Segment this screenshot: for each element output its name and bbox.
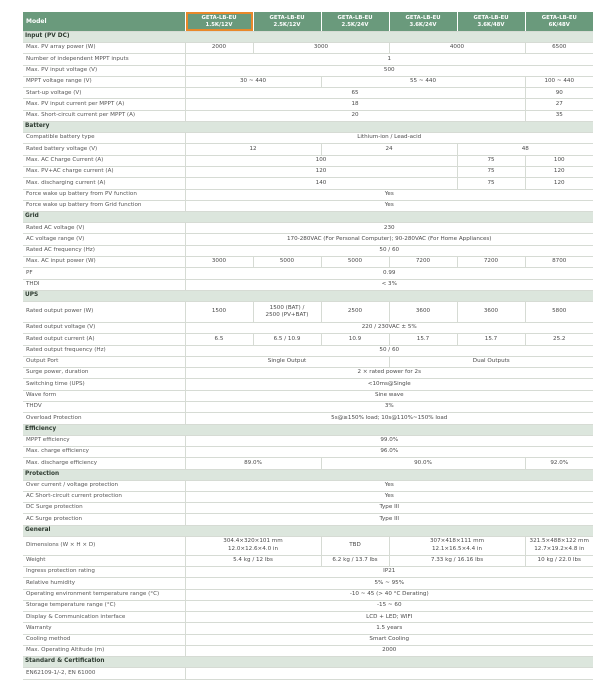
spec-label: THDV bbox=[23, 402, 185, 413]
spec-value: 120 bbox=[185, 166, 457, 177]
spec-row bbox=[23, 491, 593, 502]
spec-row bbox=[23, 322, 593, 333]
spec-value: 24 bbox=[321, 144, 457, 155]
spec-value: IP21 bbox=[185, 566, 593, 577]
spec-row bbox=[23, 402, 593, 413]
spec-value-line: 12.7×19.2×4.8 in bbox=[534, 545, 585, 552]
spec-row bbox=[23, 435, 593, 446]
spec-value: 0.99 bbox=[185, 268, 593, 279]
spec-label: Ingress protection rating bbox=[23, 566, 185, 577]
spec-value: 4000 bbox=[389, 43, 525, 54]
spec-row bbox=[23, 76, 593, 87]
spec-value: Yes bbox=[185, 491, 593, 502]
spec-row bbox=[23, 578, 593, 589]
spec-value: 15.7 bbox=[389, 334, 457, 345]
spec-value: 5% ~ 95% bbox=[185, 578, 593, 589]
spec-label: Start-up voltage (V) bbox=[23, 88, 185, 99]
spec-value: 2000 bbox=[185, 646, 593, 657]
spec-row bbox=[23, 536, 593, 555]
spec-value: 10.9 bbox=[321, 334, 389, 345]
spec-row bbox=[23, 268, 593, 279]
model-name: GETA-LB-EU bbox=[201, 14, 237, 21]
spec-value: 5800 bbox=[525, 301, 593, 322]
spec-row bbox=[23, 612, 593, 623]
spec-value: -15 ~ 60 bbox=[185, 600, 593, 611]
spec-row bbox=[23, 257, 593, 268]
spec-value: 6500 bbox=[525, 43, 593, 54]
spec-value: 3000 bbox=[253, 43, 389, 54]
spec-label: Rated output power (W) bbox=[23, 301, 185, 322]
spec-sheet bbox=[23, 12, 593, 680]
spec-value: 140 bbox=[185, 178, 457, 189]
spec-label: AC Short-circuit current protection bbox=[23, 491, 185, 502]
spec-row bbox=[23, 133, 593, 144]
spec-row bbox=[23, 223, 593, 234]
spec-value: Dual Outputs bbox=[389, 356, 593, 367]
spec-value: 6.2 kg / 13.7 lbs bbox=[321, 555, 389, 566]
spec-value: 100 ~ 440 bbox=[525, 76, 593, 87]
model-variant: 6K/48V bbox=[548, 21, 570, 28]
section-title: UPS bbox=[23, 290, 593, 301]
spec-row bbox=[23, 566, 593, 577]
spec-value: 65 bbox=[185, 88, 525, 99]
section-header-row bbox=[23, 424, 593, 435]
spec-value: 15.7 bbox=[457, 334, 525, 345]
spec-label: Rated output current (A) bbox=[23, 334, 185, 345]
section-header-row bbox=[23, 290, 593, 301]
spec-row bbox=[23, 144, 593, 155]
spec-value: 1 bbox=[185, 54, 593, 65]
spec-value: 30 ~ 440 bbox=[185, 76, 321, 87]
section-title: Standard & Certification bbox=[23, 657, 593, 668]
spec-value: 120 bbox=[525, 166, 593, 177]
section-title: Efficiency bbox=[23, 424, 593, 435]
spec-row bbox=[23, 446, 593, 457]
spec-table-body bbox=[23, 32, 593, 680]
spec-value: 6.5 / 10.9 bbox=[253, 334, 321, 345]
spec-value bbox=[253, 301, 321, 322]
spec-row bbox=[23, 390, 593, 401]
model-name: GETA-LB-EU bbox=[405, 14, 441, 21]
model-column-header[interactable] bbox=[185, 12, 253, 32]
spec-row bbox=[23, 234, 593, 245]
spec-value: 25.2 bbox=[525, 334, 593, 345]
spec-row bbox=[23, 110, 593, 121]
model-name: GETA-LB-EU bbox=[269, 14, 305, 21]
spec-label: Rated output frequency (Hz) bbox=[23, 345, 185, 356]
spec-value-multiline bbox=[530, 538, 589, 553]
spec-row bbox=[23, 166, 593, 177]
spec-row bbox=[23, 623, 593, 634]
spec-value: 50 / 60 bbox=[185, 345, 593, 356]
section-title: Grid bbox=[23, 212, 593, 223]
model-column-header[interactable] bbox=[457, 12, 525, 32]
spec-row bbox=[23, 65, 593, 76]
model-column-header[interactable] bbox=[253, 12, 321, 32]
spec-value-multiline bbox=[266, 305, 309, 320]
section-title: General bbox=[23, 525, 593, 536]
spec-value-line: 12.0×12.6×4.0 in bbox=[227, 545, 279, 552]
spec-label: Max. AC Charge Current (A) bbox=[23, 155, 185, 166]
spec-label: Max. charge efficiency bbox=[23, 446, 185, 457]
spec-value bbox=[185, 668, 593, 679]
spec-label: Force wake up battery from PV function bbox=[23, 189, 185, 200]
spec-row bbox=[23, 668, 593, 679]
spec-label: Rated battery voltage (V) bbox=[23, 144, 185, 155]
spec-value: 3% bbox=[185, 402, 593, 413]
spec-value: 75 bbox=[457, 166, 525, 177]
spec-label: Wave form bbox=[23, 390, 185, 401]
spec-value: 35 bbox=[525, 110, 593, 121]
spec-value: 48 bbox=[457, 144, 593, 155]
spec-row bbox=[23, 301, 593, 322]
spec-value: 220 / 230VAC ± 5% bbox=[185, 322, 593, 333]
spec-value bbox=[389, 536, 525, 555]
model-variant: 3.6K/24V bbox=[409, 21, 437, 28]
model-name: GETA-LB-EU bbox=[473, 14, 509, 21]
spec-row bbox=[23, 54, 593, 65]
spec-value: 2 × rated power for 2s bbox=[185, 368, 593, 379]
spec-label: Max. AC input power (W) bbox=[23, 257, 185, 268]
spec-value: 100 bbox=[185, 155, 457, 166]
spec-row bbox=[23, 88, 593, 99]
model-variant: 2.5K/12V bbox=[273, 21, 301, 28]
spec-row bbox=[23, 356, 593, 367]
spec-label: Number of independent MPPT inputs bbox=[23, 54, 185, 65]
spec-value bbox=[525, 536, 593, 555]
spec-value: 230 bbox=[185, 223, 593, 234]
spec-value: 8700 bbox=[525, 257, 593, 268]
model-column-header[interactable] bbox=[525, 12, 593, 32]
spec-row bbox=[23, 334, 593, 345]
spec-label: Max. PV+AC charge current (A) bbox=[23, 166, 185, 177]
spec-label: Overload Protection bbox=[23, 413, 185, 424]
model-name: GETA-LB-EU bbox=[337, 14, 373, 21]
spec-value: TBD bbox=[321, 536, 389, 555]
spec-label: Output Port bbox=[23, 356, 185, 367]
spec-value: 120 bbox=[525, 178, 593, 189]
spec-label: Max. PV input current per MPPT (A) bbox=[23, 99, 185, 110]
spec-row bbox=[23, 503, 593, 514]
spec-value: 7.33 kg / 16.16 lbs bbox=[389, 555, 525, 566]
model-header-label: Model bbox=[23, 12, 185, 32]
spec-value-multiline bbox=[430, 538, 484, 553]
spec-row bbox=[23, 43, 593, 54]
spec-row bbox=[23, 178, 593, 189]
spec-label: Relative humidity bbox=[23, 578, 185, 589]
spec-label: Cooling method bbox=[23, 634, 185, 645]
spec-value: 1.5 years bbox=[185, 623, 593, 634]
spec-row bbox=[23, 368, 593, 379]
spec-label: AC Surge protection bbox=[23, 514, 185, 525]
spec-value: 18 bbox=[185, 99, 525, 110]
spec-value: 3600 bbox=[457, 301, 525, 322]
spec-value: 20 bbox=[185, 110, 525, 121]
spec-value: Yes bbox=[185, 200, 593, 211]
spec-value-line: 2500 (PV+BAT) bbox=[265, 311, 309, 318]
spec-label: Rated output voltage (V) bbox=[23, 322, 185, 333]
spec-row bbox=[23, 413, 593, 424]
spec-value: 7200 bbox=[457, 257, 525, 268]
spec-label: Force wake up battery from Grid function bbox=[23, 200, 185, 211]
spec-value: 92.0% bbox=[525, 458, 593, 469]
spec-row bbox=[23, 589, 593, 600]
spec-value: 5.4 kg / 12 lbs bbox=[185, 555, 321, 566]
header-row bbox=[23, 12, 593, 32]
spec-value: Lithium-ion / Lead-acid bbox=[185, 133, 593, 144]
spec-row bbox=[23, 155, 593, 166]
spec-label: MPPT efficiency bbox=[23, 435, 185, 446]
spec-label: Warranty bbox=[23, 623, 185, 634]
spec-value: -10 ~ 45 (> 40 °C Derating) bbox=[185, 589, 593, 600]
model-variant: 3.6K/48V bbox=[477, 21, 505, 28]
spec-table bbox=[23, 12, 593, 680]
spec-label: Operating environment temperature range (°C) bbox=[23, 589, 185, 600]
spec-label: Max. discharging current (A) bbox=[23, 178, 185, 189]
spec-row bbox=[23, 245, 593, 256]
spec-value: Yes bbox=[185, 480, 593, 491]
spec-value: 100 bbox=[525, 155, 593, 166]
spec-label: Max. PV input voltage (V) bbox=[23, 65, 185, 76]
spec-row bbox=[23, 279, 593, 290]
spec-value: 90.0% bbox=[321, 458, 525, 469]
spec-value: <10ms@Single bbox=[185, 379, 593, 390]
spec-row bbox=[23, 634, 593, 645]
spec-value: 75 bbox=[457, 178, 525, 189]
spec-value: 5000 bbox=[321, 257, 389, 268]
model-column-header[interactable] bbox=[321, 12, 389, 32]
spec-label: Max. PV array power (W) bbox=[23, 43, 185, 54]
spec-label: Max. Operating Altitude (m) bbox=[23, 646, 185, 657]
spec-value: 7200 bbox=[389, 257, 457, 268]
spec-label: Storage temperature range (°C) bbox=[23, 600, 185, 611]
spec-value: 2500 bbox=[321, 301, 389, 322]
spec-value: Single Output bbox=[185, 356, 389, 367]
spec-value: Type III bbox=[185, 503, 593, 514]
spec-row bbox=[23, 600, 593, 611]
spec-value: 96.0% bbox=[185, 446, 593, 457]
section-header-row bbox=[23, 122, 593, 133]
spec-row bbox=[23, 458, 593, 469]
spec-label: Compatible battery type bbox=[23, 133, 185, 144]
spec-value: LCD + LED; WIFI bbox=[185, 612, 593, 623]
spec-label: Max. discharge efficiency bbox=[23, 458, 185, 469]
spec-value: Yes bbox=[185, 189, 593, 200]
spec-label: Max. Short-circuit current per MPPT (A) bbox=[23, 110, 185, 121]
section-header-row bbox=[23, 32, 593, 43]
spec-row bbox=[23, 379, 593, 390]
spec-value: 5s@≥150% load; 10s@110%~150% load bbox=[185, 413, 593, 424]
spec-value: 99.0% bbox=[185, 435, 593, 446]
spec-label: Display & Communication interface bbox=[23, 612, 185, 623]
spec-label: THDI bbox=[23, 279, 185, 290]
spec-value: 170-280VAC (For Personal Computer); 90-280VAC (For Home Appliances) bbox=[185, 234, 593, 245]
spec-label: Dimensions (W × H × D) bbox=[23, 536, 185, 555]
section-title: Protection bbox=[23, 469, 593, 480]
spec-label: Weight bbox=[23, 555, 185, 566]
spec-value: 55 ~ 440 bbox=[321, 76, 525, 87]
spec-value: 5000 bbox=[253, 257, 321, 268]
spec-value: 27 bbox=[525, 99, 593, 110]
spec-value: 50 / 60 bbox=[185, 245, 593, 256]
spec-label: PF bbox=[23, 268, 185, 279]
spec-label: AC voltage range (V) bbox=[23, 234, 185, 245]
spec-value: 500 bbox=[185, 65, 593, 76]
spec-row bbox=[23, 646, 593, 657]
spec-value: 89.0% bbox=[185, 458, 321, 469]
spec-value-line: 304.4×320×101 mm bbox=[223, 538, 283, 545]
spec-value: 75 bbox=[457, 155, 525, 166]
spec-value: Smart Cooling bbox=[185, 634, 593, 645]
spec-value: 12 bbox=[185, 144, 321, 155]
spec-value-multiline bbox=[223, 538, 282, 553]
spec-value: 2000 bbox=[185, 43, 253, 54]
spec-value: Type III bbox=[185, 514, 593, 525]
spec-value-line: 321.5×488×122 mm bbox=[529, 538, 589, 545]
spec-label: Surge power, duration bbox=[23, 368, 185, 379]
spec-row bbox=[23, 555, 593, 566]
model-name: GETA-LB-EU bbox=[541, 14, 577, 21]
spec-row bbox=[23, 345, 593, 356]
spec-value: Sine wave bbox=[185, 390, 593, 401]
spec-label: DC Surge protection bbox=[23, 503, 185, 514]
spec-row bbox=[23, 480, 593, 491]
spec-value: 90 bbox=[525, 88, 593, 99]
spec-value: < 3% bbox=[185, 279, 593, 290]
section-header-row bbox=[23, 212, 593, 223]
spec-row bbox=[23, 189, 593, 200]
spec-value: 3000 bbox=[185, 257, 253, 268]
section-header-row bbox=[23, 469, 593, 480]
spec-value bbox=[185, 536, 321, 555]
model-variant: 1.5K/12V bbox=[205, 21, 233, 28]
model-column-header[interactable] bbox=[389, 12, 457, 32]
spec-value-line: 307×418×111 mm bbox=[429, 538, 485, 545]
section-header-row bbox=[23, 657, 593, 668]
spec-value-line: 12.1×16.5×4.4 in bbox=[431, 545, 483, 552]
model-variant: 2.5K/24V bbox=[341, 21, 369, 28]
spec-value: 6.5 bbox=[185, 334, 253, 345]
spec-row bbox=[23, 99, 593, 110]
spec-label: Switching time (UPS) bbox=[23, 379, 185, 390]
spec-label: EN62109-1/-2, EN 61000 bbox=[23, 668, 185, 679]
spec-label: Rated AC voltage (V) bbox=[23, 223, 185, 234]
spec-value: 10 kg / 22.0 lbs bbox=[525, 555, 593, 566]
spec-value-line: 1500 (BAT) / bbox=[269, 304, 305, 311]
spec-label: Over current / voltage protection bbox=[23, 480, 185, 491]
spec-label: MPPT voltage range (V) bbox=[23, 76, 185, 87]
spec-value: 3600 bbox=[389, 301, 457, 322]
spec-value: 1500 bbox=[185, 301, 253, 322]
section-title: Battery bbox=[23, 122, 593, 133]
spec-row bbox=[23, 200, 593, 211]
spec-label: Rated AC frequency (Hz) bbox=[23, 245, 185, 256]
section-title: Input (PV DC) bbox=[23, 32, 593, 43]
section-header-row bbox=[23, 525, 593, 536]
spec-row bbox=[23, 514, 593, 525]
